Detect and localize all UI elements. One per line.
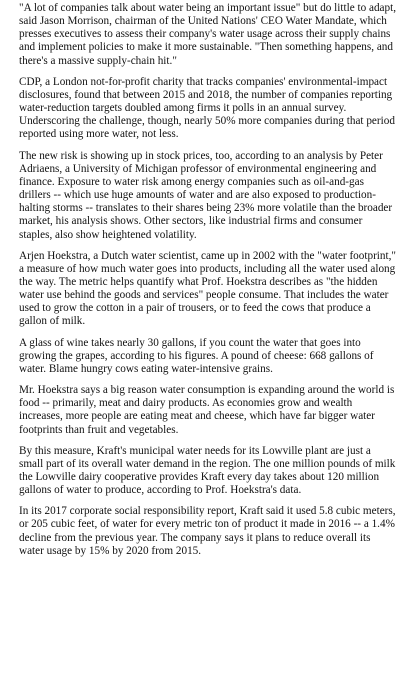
article-body xyxy=(19,2,397,566)
paragraph-kraft-report: In its 2017 corporate social responsibility report, Kraft said it used 5.8 cubic meters, or 205 cubic feet, of water for every metric ton of product it made in 2016 -- a 1.4% decline from the previous year. The company says it plans to reduce overall its water usage by 15% by 2020 from 2015. xyxy=(19,505,396,557)
paragraph-morrison-quote: "A lot of companies talk about water being an important issue" but do little to adapt, said Jason Morrison, chairman of the United Nations' CEO Water Mandate, which presses executives to assess their company's water usage across their supply chains and implement policies to make it more sustainable. "Then something happens, and there's a massive supply-chain hit." xyxy=(19,2,396,67)
paragraph-water-footprint: Arjen Hoekstra, a Dutch water scientist, came up in 2002 with the "water footprint," a measure of how much water goes into products, including all the water used along the way. The metric helps quantify what Prof. Hoekstra describes as "the hidden water use behind the goods and services" people consume. That includes the water used to grow the cotton in a pair of trousers, or to feed the cows that produce a gallon of milk. xyxy=(19,249,396,328)
paragraph-stock-risk: The new risk is showing up in stock prices, too, according to an analysis by Peter Adriaens, a University of Michigan professor of environmental engineering and finance. Exposure to water risk among energy companies such as oil-and-gas drillers -- which use huge amounts of water and are also exposed to production-halting storms -- translates to their shares being 23% more volatile than the broader market, his analysis shows. Other sectors, like industrial firms and consumer staples, also show heightened volatility. xyxy=(19,149,393,241)
paragraph-kraft-lowville: By this measure, Kraft's municipal water needs for its Lowville plant are just a small part of its overall water demand in the region. The one million pounds of milk the Lowville dairy cooperative provides Kraft every day takes about 120 million gallons of water to produce, according to Prof. Hoekstra's data. xyxy=(19,444,396,497)
paragraph-wine-cheese: A glass of wine takes nearly 30 gallons, if you count the water that goes into growing the grapes, according to his figures. A pound of cheese: 668 gallons of water. Blame hungry cows eating water-intensive grains. xyxy=(19,336,374,375)
paragraph-food-consumption: Mr. Hoekstra says a big reason water consumption is expanding around the world is food -- primarily, meat and dairy products. As economies grow and wealth increases, more people are eating meat and cheese, which have far bigger water footprints than fruit and vegetables. xyxy=(19,384,395,436)
paragraph-cdp-survey: CDP, a London not-for-profit charity that tracks companies' environmental-impact disclosures, found that between 2015 and 2018, the number of companies reporting water-reduction targets doubled among firms it polls in an annual survey. Underscoring the challenge, though, nearly 50% more companies during that period reported using more water, not less. xyxy=(19,75,395,141)
